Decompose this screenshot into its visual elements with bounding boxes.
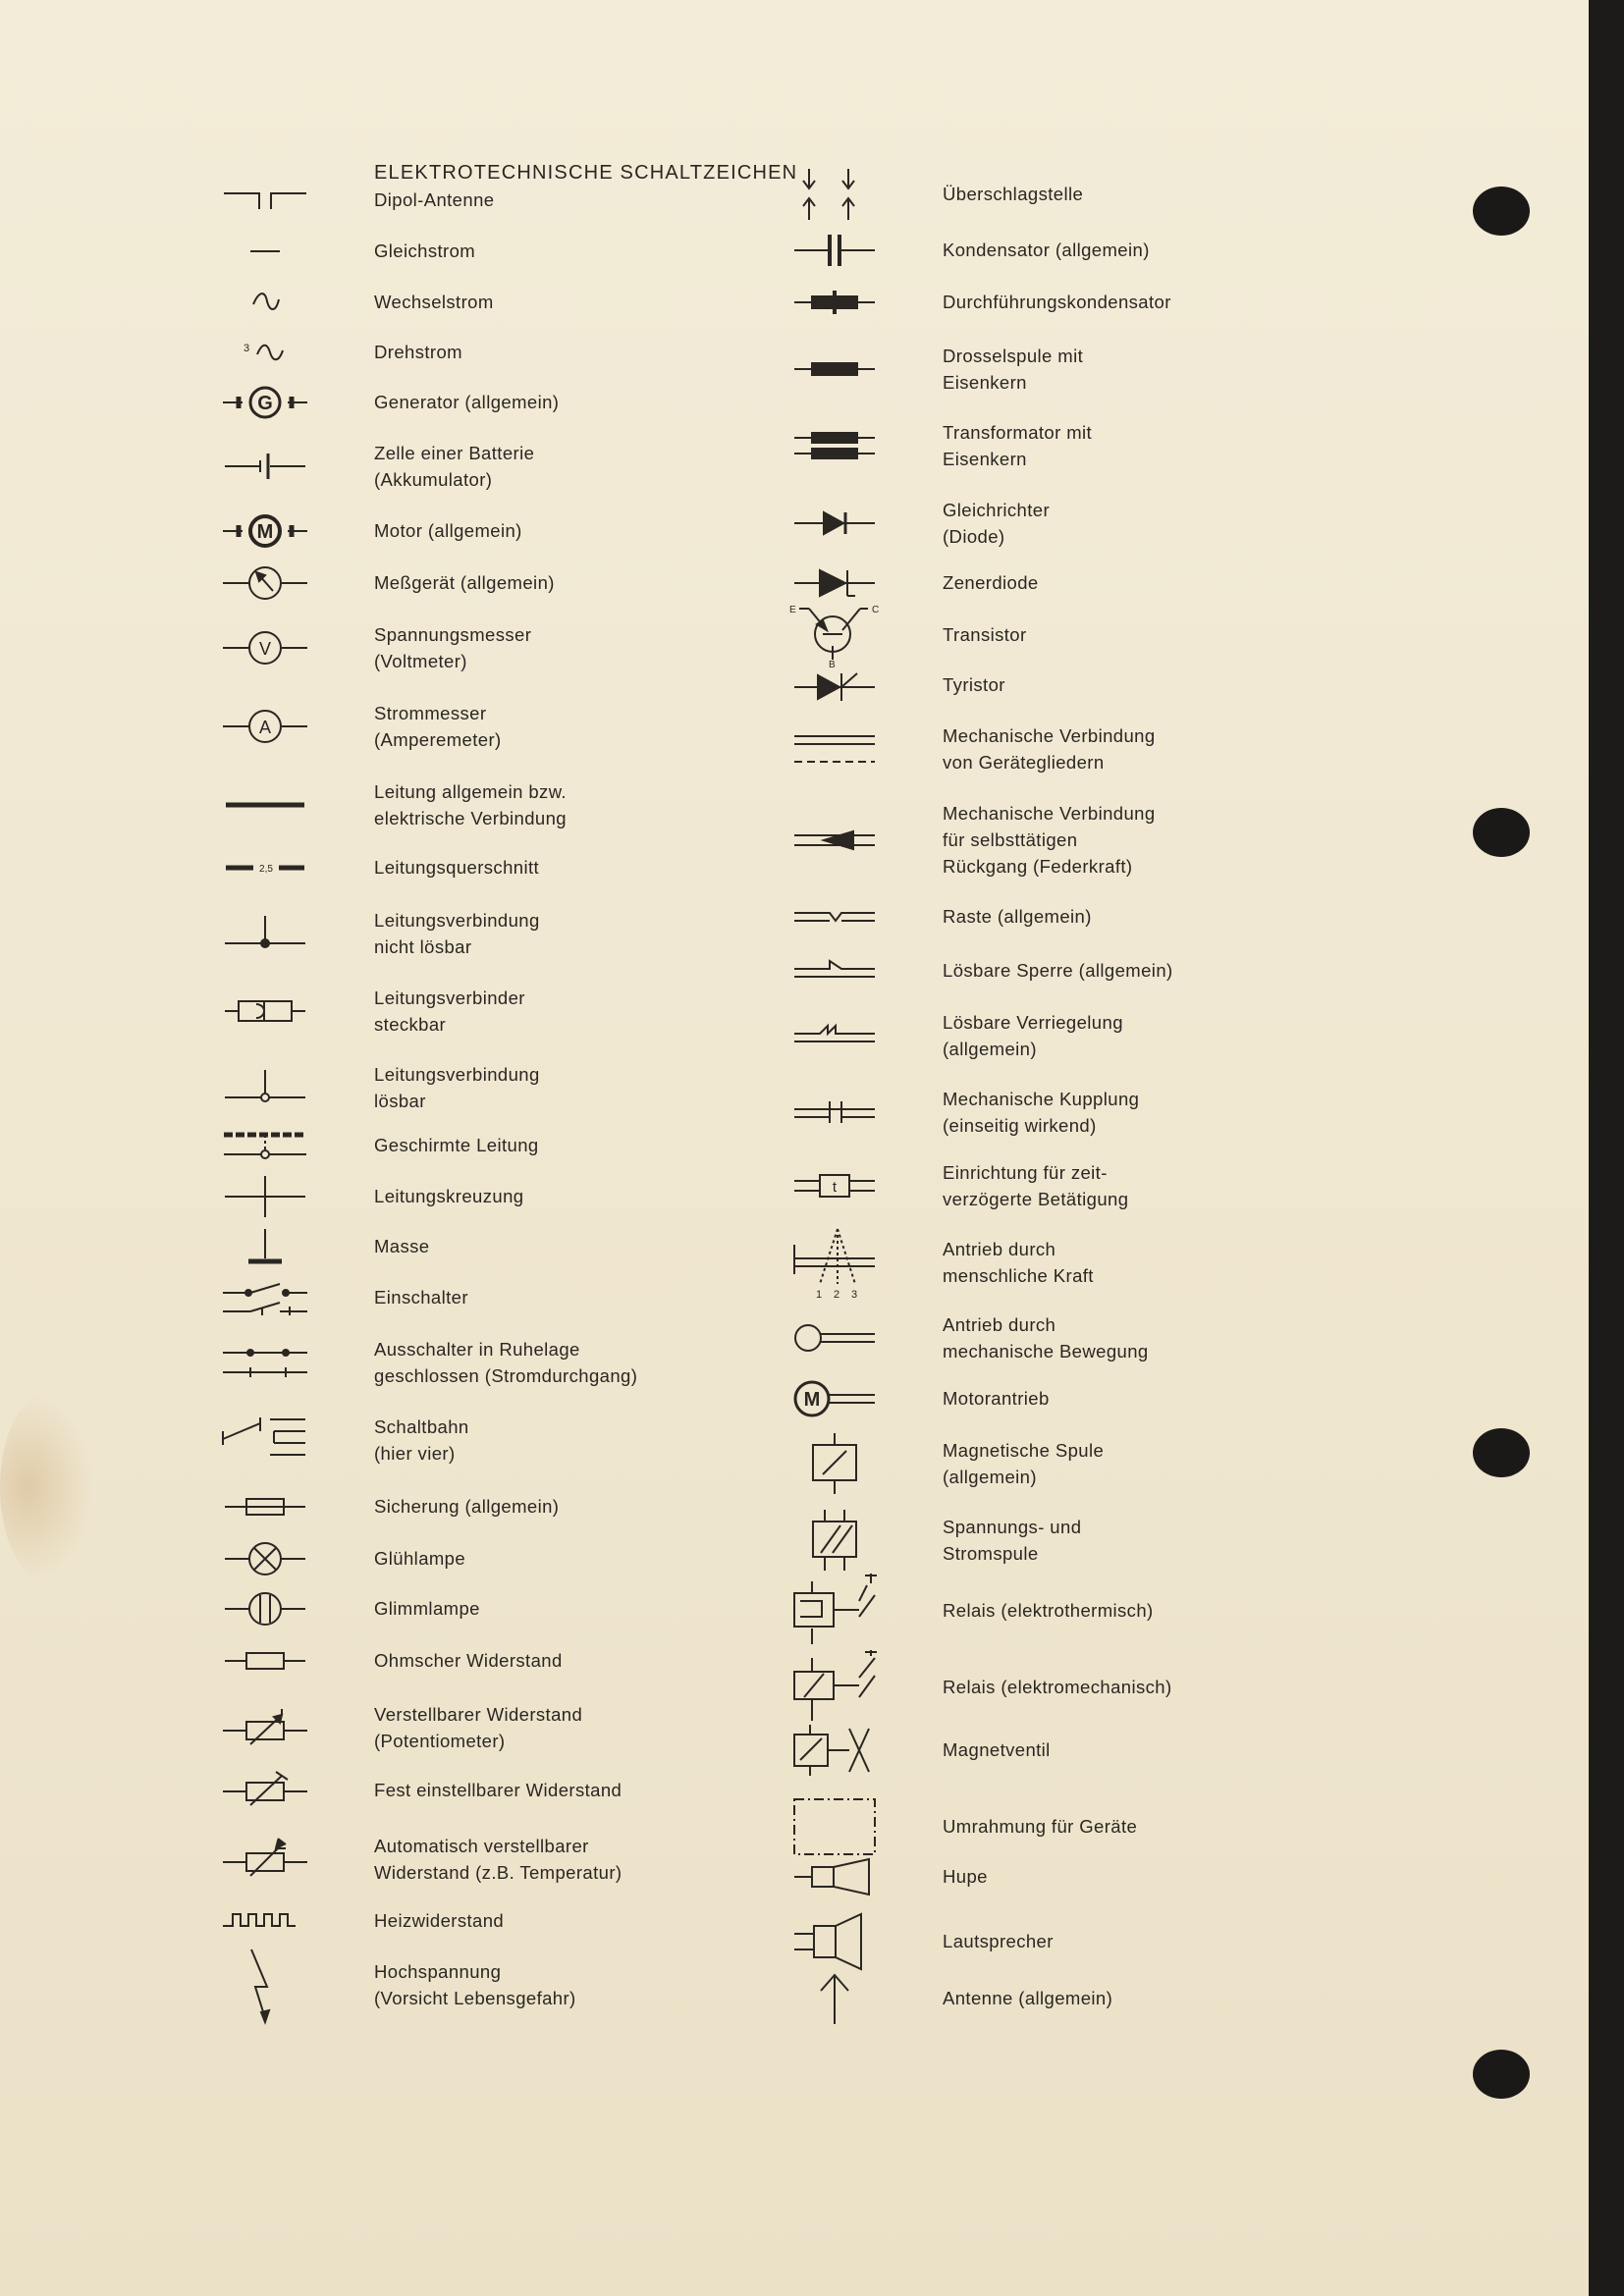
symbol-label: (allgemein) [943,1467,1037,1487]
symbol-entry [943,569,1039,596]
symbol-label: Verstellbarer Widerstand [374,1704,583,1725]
symbol-label: Kondensator (allgemein) [943,240,1150,260]
symbol-label: Leitungsverbindung [374,1064,540,1085]
symbol-entry [374,440,534,493]
symbol-label: verzögerte Betätigung [943,1189,1129,1209]
choke-iron-core-icon [792,359,877,379]
symbol-label: Sicherung (allgemein) [374,1496,560,1517]
svg-text:V: V [258,639,272,659]
symbol-label: mechanische Bewegung [943,1341,1149,1362]
motor-icon [221,511,309,551]
wire-crossing-icon [223,1174,307,1219]
symbol-entry [943,1311,1149,1364]
symbol-label: Eisenkern [943,372,1027,393]
releasable-lock-icon [792,959,877,983]
svg-text:M: M [803,1388,821,1411]
symbol-label: Dipol-Antenne [374,189,495,210]
symbol-entry [943,671,1005,698]
shielded-cable-icon [222,1131,308,1160]
symbol-label: (hier vier) [374,1443,456,1464]
symbol-entry [943,800,1156,880]
svg-text:1: 1 [816,1289,823,1301]
punch-hole-4 [1473,2050,1530,2099]
symbol-entry [374,389,559,415]
symbol-label: Ohmscher Widerstand [374,1650,563,1671]
symbol-label: Einschalter [374,1287,468,1308]
symbol-label: Eisenkern [943,449,1027,469]
symbol-entry [374,907,540,960]
symbol-entry [374,1647,563,1674]
symbol-entry [943,1236,1094,1289]
symbol-entry [374,1701,582,1754]
punch-hole-3 [1473,1428,1530,1477]
symbol-label: lösbar [374,1091,426,1111]
glow-lamp-icon [223,1589,307,1629]
symbol-label: Glühlampe [374,1548,466,1569]
symbol-entry [943,1385,1050,1412]
svg-text:G: G [257,392,273,414]
symbol-label: Magnetventil [943,1739,1051,1760]
mechanical-actuation-icon [792,1320,877,1356]
svg-text:B: B [829,659,836,670]
svg-text:t: t [832,1179,838,1196]
ground-icon [243,1227,288,1266]
symbol-label: Glimmlampe [374,1598,480,1619]
symbol-label: Umrahmung für Geräte [943,1816,1138,1837]
zener-diode-icon [792,566,877,600]
symbol-label: Wechselstrom [374,292,494,312]
symbol-label: Motor (allgemein) [374,520,522,541]
feedthrough-capacitor-icon [792,288,877,317]
transformer-iron-core-icon [792,429,877,462]
symbol-label: Schaltbahn [374,1416,469,1437]
symbol-label: Leitung allgemein bzw. [374,781,567,802]
svg-text:3: 3 [244,342,250,354]
high-voltage-icon [245,1946,285,2024]
symbol-entry [943,1813,1137,1840]
svg-text:2,5: 2,5 [259,863,273,875]
symbol-label: menschliche Kraft [943,1265,1094,1286]
symbol-label: Leitungsverbinder [374,988,525,1008]
symbol-label: Mechanische Verbindung [943,803,1156,824]
page-title: ELEKTROTECHNISCHE SCHALTZEICHEN [374,162,798,184]
symbol-label: Leitungsverbindung [374,910,540,931]
symbol-label: Antrieb durch [943,1314,1056,1335]
page-edge-shadow [1589,0,1624,2296]
svg-text:3: 3 [851,1289,858,1301]
off-switch-icon [221,1343,309,1382]
symbol-label: Relais (elektromechanisch) [943,1677,1172,1697]
symbol-entry [374,1907,504,1934]
symbol-label: elektrische Verbindung [374,808,567,828]
symbol-entry [374,1183,523,1209]
resistor-icon [223,1646,307,1676]
symbol-label: Drosselspule mit [943,346,1084,366]
symbol-entry [374,1284,468,1310]
fixed-junction-icon [223,914,307,953]
preset-resistor-icon [221,1768,309,1813]
diode-icon [792,508,877,538]
symbol-entry [943,903,1092,930]
symbol-label: Zelle einer Batterie [374,443,535,463]
symbol-entry [374,700,502,753]
symbol-label: Transistor [943,624,1027,645]
symbol-entry [374,339,462,365]
on-switch-icon [221,1278,309,1317]
thyristor-icon [792,666,877,705]
symbol-entry [943,1086,1139,1139]
symbol-entry [374,1336,637,1389]
spring-return-icon [792,826,877,855]
symbol-label: Heizwiderstand [374,1910,505,1931]
symbol-label: Fest einstellbarer Widerstand [374,1780,623,1800]
svg-text:M: M [256,520,274,543]
symbol-label: (Diode) [943,526,1005,547]
symbol-label: Automatisch verstellbarer [374,1836,589,1856]
svg-text:2: 2 [834,1289,840,1301]
detachable-junction-icon [223,1068,307,1107]
direct-current-icon [245,246,285,256]
symbol-entry [374,985,525,1038]
symbol-label: Einrichtung für zeit- [943,1162,1108,1183]
symbol-entry [374,778,567,831]
symbol-label: Magnetische Spule [943,1440,1105,1461]
symbol-label: Mechanische Kupplung [943,1089,1140,1109]
symbol-entry [374,1833,622,1886]
svg-text:A: A [258,718,272,737]
switch-track-icon [221,1414,309,1467]
symbol-label: Motorantrieb [943,1388,1050,1409]
incandescent-lamp-icon [223,1539,307,1578]
symbol-label: Drehstrom [374,342,462,362]
symbol-entry [943,1736,1051,1763]
symbol-entry [374,1132,539,1158]
transistor-icon [785,601,884,669]
symbol-label: Durchführungskondensator [943,292,1171,312]
symbol-entry [374,1777,622,1803]
symbol-label: für selbsttätigen [943,829,1078,850]
symbol-label: Rückgang (Federkraft) [943,856,1133,877]
symbol-entry [943,181,1083,207]
plug-connector-icon [223,996,307,1026]
fuse-icon [223,1492,307,1522]
symbol-entry [943,1985,1112,2011]
symbol-label: geschlossen (Stromdurchgang) [374,1365,638,1386]
thermal-relay-icon [790,1572,879,1650]
symbol-label: Tyristor [943,674,1005,695]
symbol-entry [374,1958,576,2011]
symbol-entry [374,1414,469,1467]
symbol-entry [943,1674,1172,1700]
symbol-label: Lautsprecher [943,1931,1054,1951]
mechanical-linkage-icon [792,732,877,766]
symbol-label: Leitungsquerschnitt [374,857,540,878]
wire-cross-section-icon [224,861,306,875]
symbol-label: Strommesser [374,703,487,723]
symbol-entry [943,1009,1123,1062]
symbol-label: (Amperemeter) [374,729,502,750]
svg-text:C: C [872,604,880,615]
symbol-label: Widerstand (z.B. Temperatur) [374,1862,623,1883]
symbol-label: (Vorsicht Lebensgefahr) [374,1988,576,2008]
voltage-current-coil-icon [805,1508,864,1573]
time-delay-icon [792,1171,877,1201]
generator-icon [221,383,309,422]
symbol-entry [374,517,522,544]
measuring-instrument-icon [221,563,309,603]
symbol-label: Spannungsmesser [374,624,532,645]
symbol-label: Raste (allgemein) [943,906,1092,927]
symbol-entry [943,1863,988,1890]
symbol-entry [943,237,1150,263]
symbol-label: Hupe [943,1866,988,1887]
symbol-label: Hochspannung [374,1961,502,1982]
spark-gap-icon [795,165,874,224]
symbol-entry [374,621,531,674]
detent-icon [792,907,877,927]
symbol-label: (Akkumulator) [374,469,493,490]
symbol-entry [943,343,1083,396]
voltmeter-icon [221,628,309,667]
thermistor-icon [221,1835,309,1884]
symbol-label: Mechanische Verbindung [943,725,1156,746]
paper-stain [0,1394,93,1580]
device-enclosure-icon [790,1795,879,1858]
symbol-label: nicht lösbar [374,936,472,957]
punch-hole-1 [1473,187,1530,236]
symbol-label: (allgemein) [943,1039,1037,1059]
battery-cell-icon [223,450,307,483]
symbol-entry [374,187,494,213]
symbol-label: Gleichstrom [374,240,476,261]
conductor-line-icon [224,800,306,810]
symbol-label: Lösbare Sperre (allgemein) [943,960,1173,981]
releasable-interlock-icon [792,1024,877,1047]
symbol-label: Leitungskreuzung [374,1186,524,1206]
symbol-entry [943,957,1173,984]
dipole-antenna-icon [222,184,308,213]
solenoid-valve-icon [790,1721,879,1780]
symbol-entry [943,289,1171,315]
antenna-icon [805,1971,864,2026]
loudspeaker-icon [792,1912,877,1971]
symbol-label: Antenne (allgemein) [943,1988,1113,2008]
motor-drive-icon [792,1379,877,1418]
symbol-label: Lösbare Verriegelung [943,1012,1123,1033]
symbol-entry [374,1595,480,1622]
alternating-current-icon [245,291,285,314]
symbol-entry [943,722,1156,775]
symbol-label: Spannungs- und [943,1517,1082,1537]
symbol-entry [374,238,475,264]
symbol-label: Stromspule [943,1543,1039,1564]
symbol-entry [943,1597,1154,1624]
symbol-label: Antrieb durch [943,1239,1056,1259]
symbol-label: Überschlagstelle [943,184,1084,204]
symbol-entry [943,497,1050,550]
symbol-label: Meßgerät (allgemein) [374,572,555,593]
symbol-entry [943,621,1027,648]
symbol-entry [374,1545,465,1572]
symbol-label: Geschirmte Leitung [374,1135,539,1155]
manual-actuation-icon [790,1223,879,1302]
capacitor-icon [792,231,877,270]
symbol-label: Zenerdiode [943,572,1039,593]
heating-resistor-icon [221,1910,309,1932]
symbol-entry [374,289,494,315]
symbol-entry [374,1233,430,1259]
symbol-label: (Voltmeter) [374,651,467,671]
symbol-label: (einseitig wirkend) [943,1115,1097,1136]
symbol-entry [943,1928,1054,1954]
symbol-label: von Gerätegliedern [943,752,1105,773]
symbol-entry [943,419,1092,472]
symbol-entry [374,1493,559,1520]
punch-hole-2 [1473,808,1530,857]
mechanical-coupling-icon [792,1097,877,1127]
symbol-label: Generator (allgemein) [374,392,560,412]
symbol-label: steckbar [374,1014,447,1035]
magnetic-coil-icon [805,1431,864,1496]
three-phase-current-icon [240,339,291,366]
symbol-label: Transformator mit [943,422,1093,443]
symbol-label: Masse [374,1236,430,1256]
ammeter-icon [221,707,309,746]
symbol-entry [943,1159,1128,1212]
electromechanical-relay-icon [790,1648,879,1727]
svg-text:E: E [789,604,796,615]
symbol-entry [374,1061,540,1114]
symbol-entry [943,1514,1081,1567]
horn-icon [792,1857,877,1896]
symbol-entry [943,1437,1104,1490]
symbol-label: Gleichrichter [943,500,1051,520]
potentiometer-icon [221,1705,309,1750]
symbol-entry [374,569,555,596]
symbol-label: (Potentiometer) [374,1731,506,1751]
symbol-label: Relais (elektrothermisch) [943,1600,1154,1621]
symbol-label: Ausschalter in Ruhelage [374,1339,580,1360]
symbol-entry [374,854,539,881]
